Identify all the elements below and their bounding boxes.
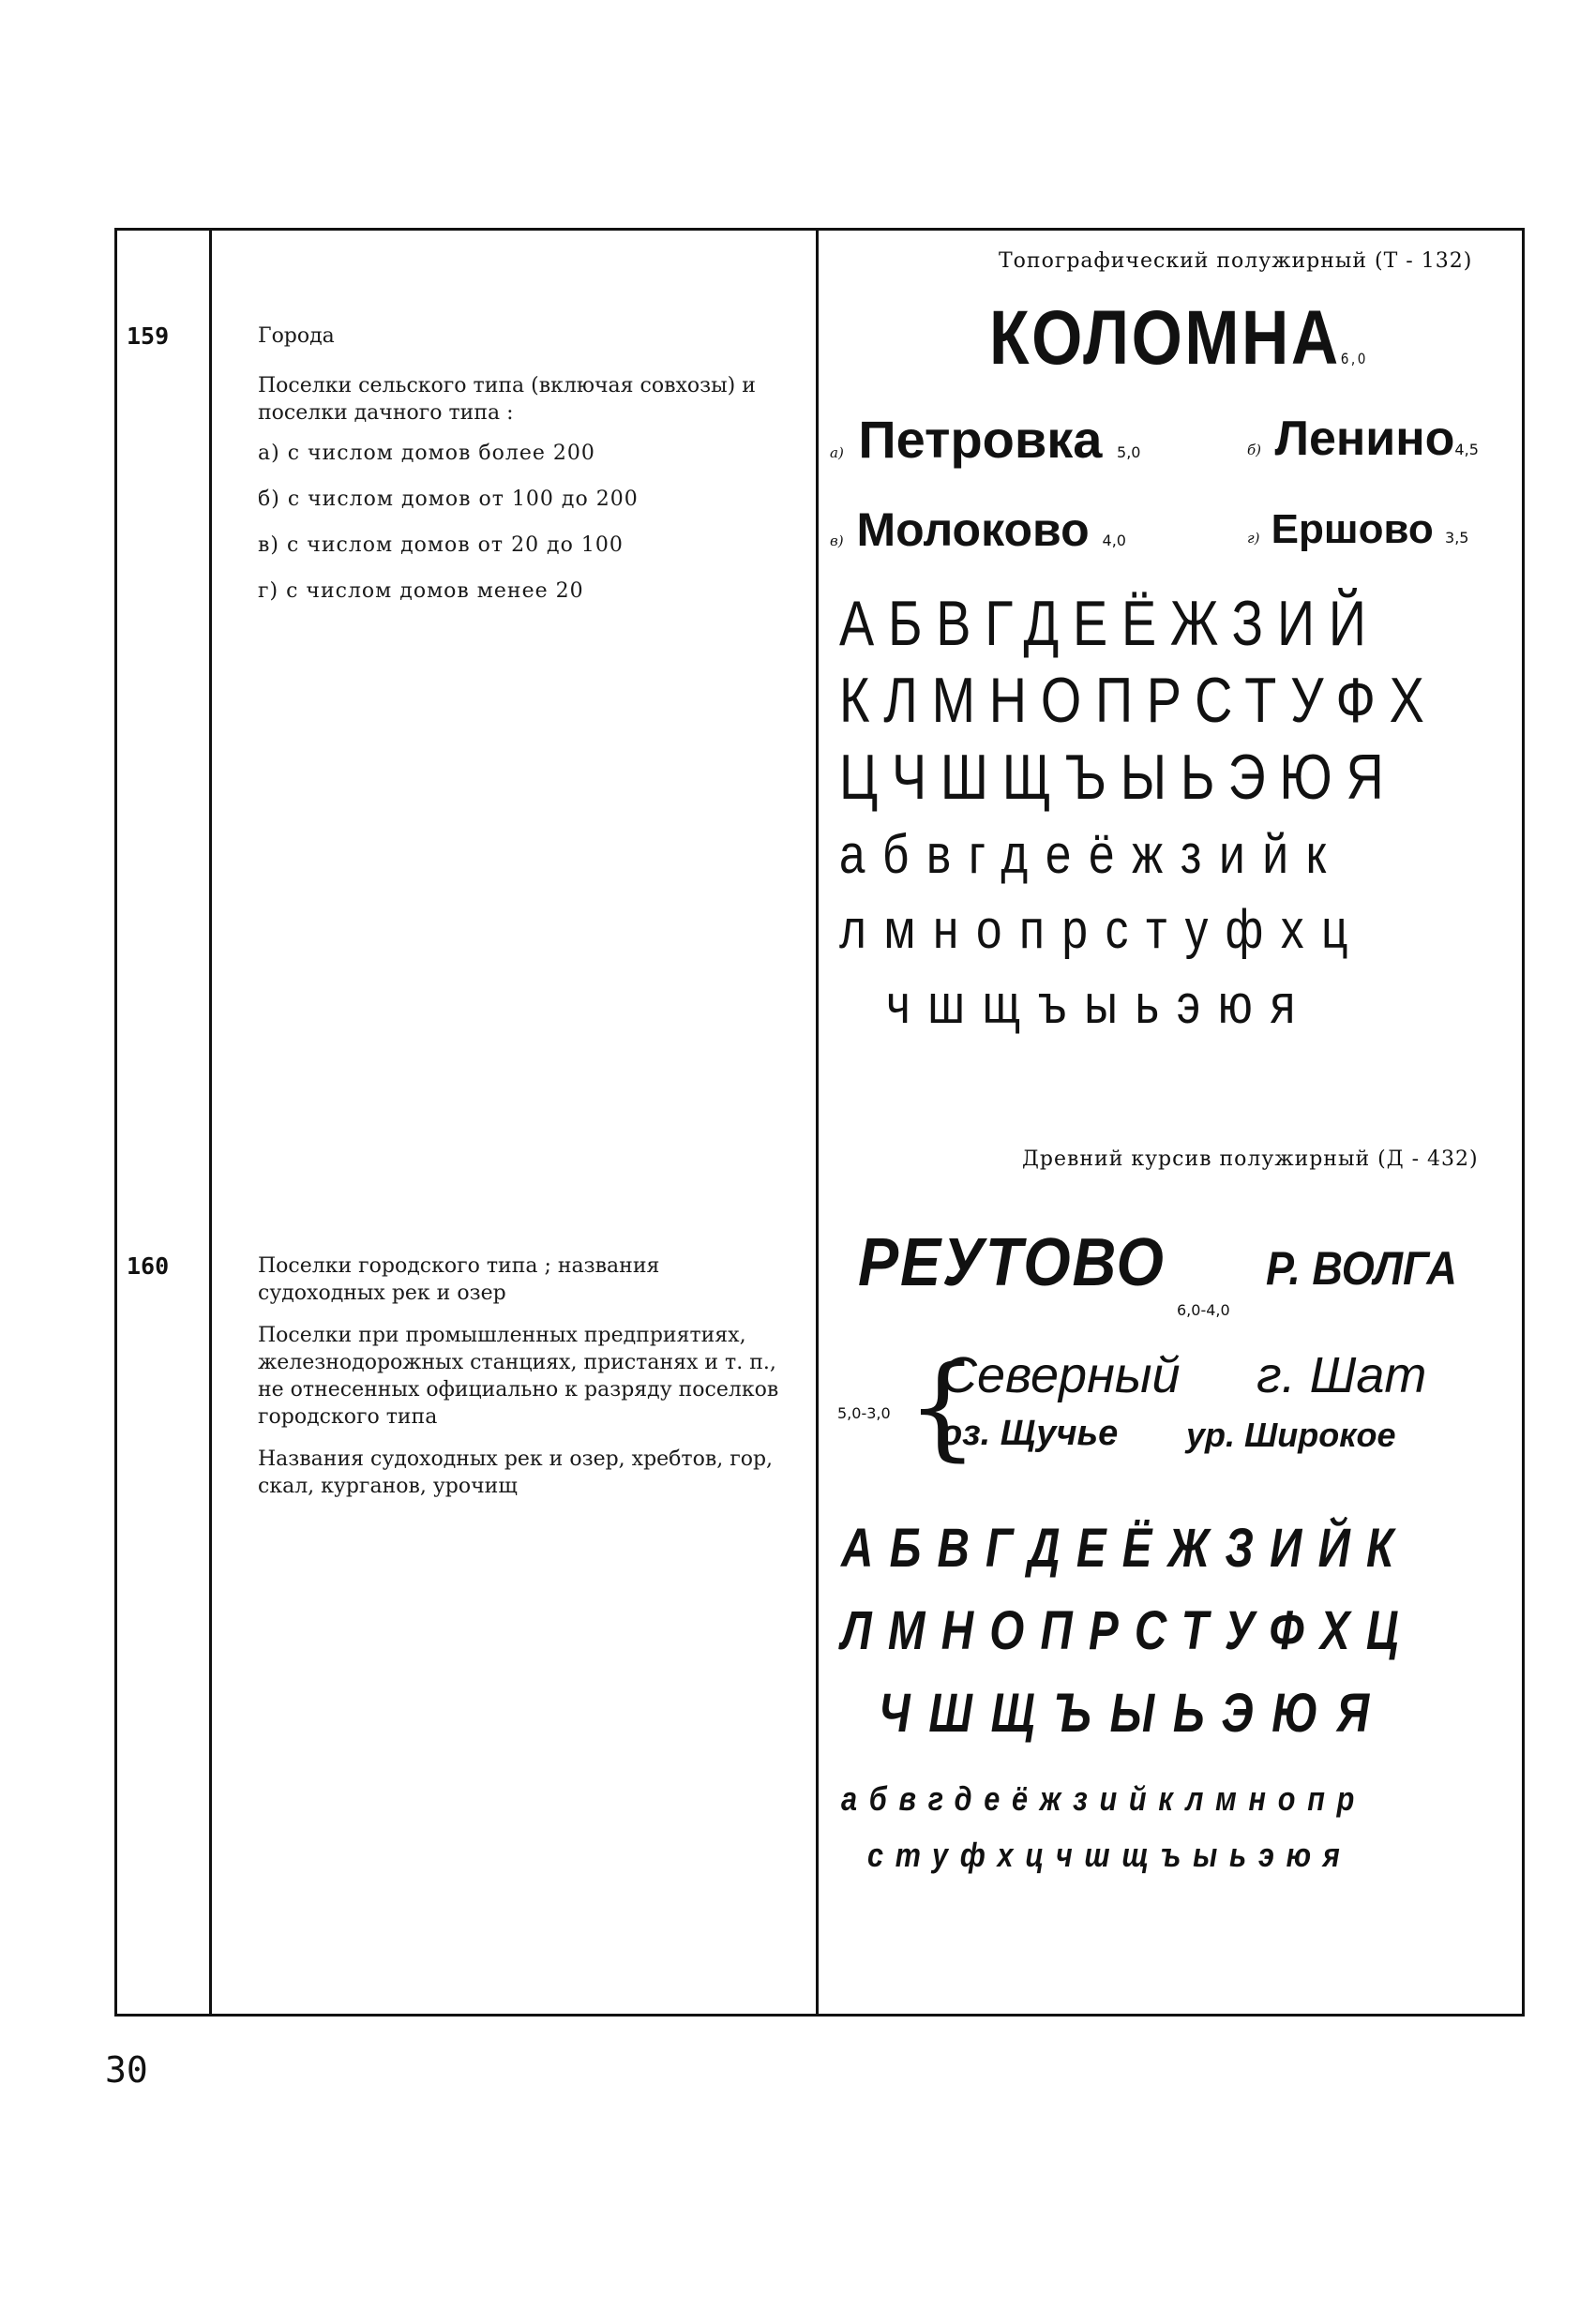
row-number: 160	[127, 1252, 170, 1280]
example-settlement: в) Молоково 4,0	[830, 503, 1126, 556]
row-description	[258, 1252, 783, 1509]
example-settlement: РЕУТОВО	[858, 1225, 1166, 1300]
column-divider	[209, 231, 212, 2014]
alphabet-lowercase: чшщъыьэюя	[886, 974, 1313, 1035]
alphabet-uppercase: ЧШЩЪЫЬЭЮЯ	[879, 1683, 1388, 1744]
description-line: Названия судоходных рек и озер, хребтов, гор, скал, курганов, урочищ	[258, 1447, 774, 1498]
specimen-table	[114, 228, 1525, 2017]
alphabet-lowercase: абвгдеёжзийклмнопр	[841, 1779, 1367, 1818]
alphabet-uppercase: КЛМНОПРСТУФХ	[839, 665, 1438, 736]
alphabet-uppercase: ЛМНОПРСТУФХЦ	[841, 1600, 1415, 1661]
page-number: 30	[105, 2049, 148, 2091]
example-settlement: б) Ленино4,5	[1247, 412, 1479, 466]
description-line: Поселки городского типа ; названия судоходных рек и озер	[258, 1254, 660, 1305]
alphabet-uppercase: ЦЧШЩЪЫЬЭЮЯ	[839, 742, 1398, 813]
font-title: Древний курсив полужирный (Д - 432)	[1022, 1147, 1479, 1171]
alphabet-uppercase: АБВГДЕЁЖЗИЙ	[839, 588, 1380, 659]
example-river: Р. ВОЛГА	[1266, 1242, 1457, 1295]
size-label: 6,0-4,0	[1177, 1301, 1230, 1319]
row-description	[258, 322, 783, 614]
row-number: 159	[127, 322, 170, 350]
example-settlement: а) Петровка 5,0	[830, 410, 1141, 469]
description-line: б) с числом домов от 100 до 200	[258, 487, 639, 511]
example-settlement: Северный	[940, 1347, 1181, 1403]
description-line: а) с числом домов более 200	[258, 442, 595, 465]
description-line: г) с числом домов менее 20	[258, 579, 584, 603]
column-divider	[816, 231, 819, 2014]
brace: {	[907, 1342, 979, 1473]
size-label: 5,0-3,0	[837, 1404, 891, 1422]
description-line: Города	[258, 324, 335, 348]
description-line: Поселки при промышленных предприятиях, железнодорожных станциях, пристанях и т. п., не отнесенных официально к разряду поселков городского типа	[258, 1324, 779, 1429]
alphabet-uppercase: АБВГДЕЁЖЗИЙК	[841, 1518, 1410, 1579]
example-city: КОЛОМНА6,0	[989, 295, 1369, 381]
alphabet-lowercase: лмнопрстуфхц	[839, 899, 1366, 960]
example-settlement: г) Ершово 3,5	[1247, 506, 1469, 552]
example-mountain: г. Шат	[1256, 1347, 1427, 1403]
description-line: в) с числом домов от 20 до 100	[258, 533, 624, 557]
alphabet-lowercase: абвгдеёжзийк	[839, 824, 1344, 885]
example-tract: ур. Широкое	[1186, 1416, 1396, 1454]
example-lake: оз. Щучье	[940, 1414, 1119, 1453]
font-title: Топографический полужирный (Т - 132)	[999, 249, 1473, 273]
alphabet-lowercase: стуфхцчшщъыьэюя	[867, 1836, 1352, 1874]
description-line: Поселки сельского типа (включая совхозы) и поселки дачного типа :	[258, 374, 756, 425]
